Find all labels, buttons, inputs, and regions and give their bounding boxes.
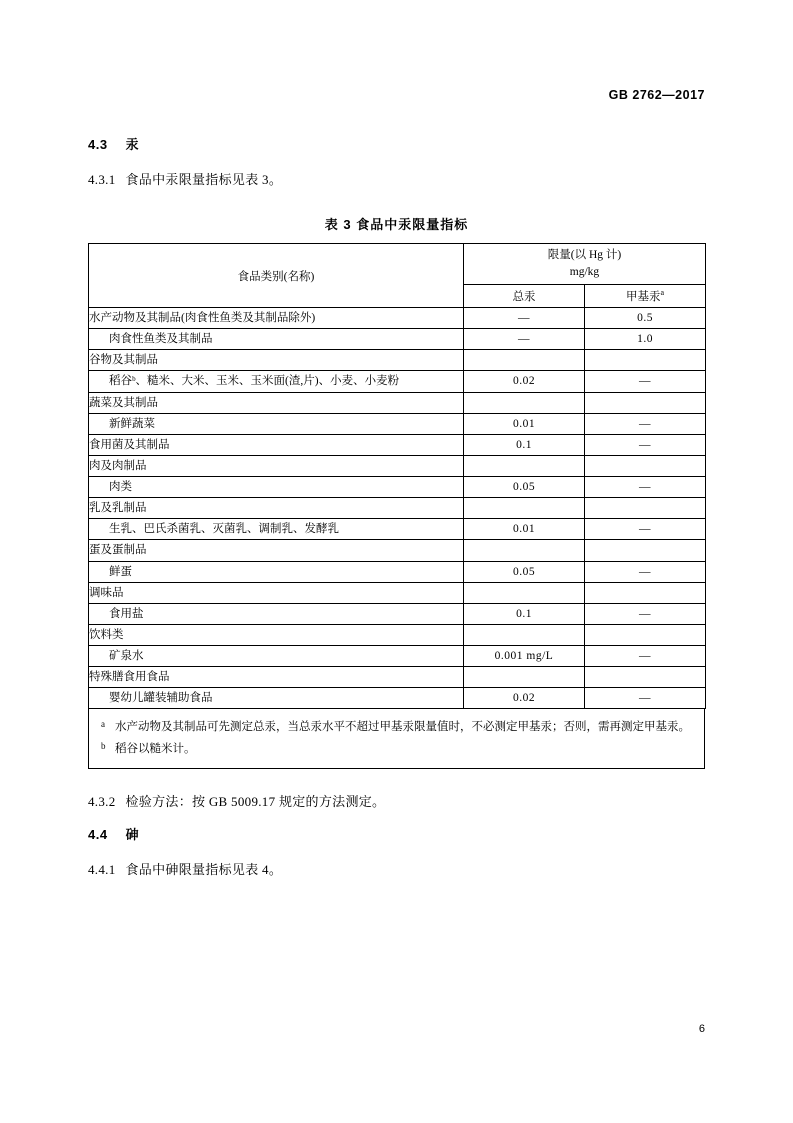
cell-total: 0.01 <box>464 519 585 540</box>
cell-category: 谷物及其制品 <box>89 350 464 371</box>
cell-total <box>464 392 585 413</box>
clause-4-4-number: 4.4 <box>88 826 108 842</box>
cell-methyl <box>585 498 706 519</box>
cell-methyl: — <box>585 561 706 582</box>
clause-4-3-heading <box>88 134 705 153</box>
cell-methyl <box>585 350 706 371</box>
table-row <box>89 498 706 519</box>
clause-4-3-2-paragraph <box>88 791 705 810</box>
clause-4-3-1-text: 食品中汞限量指标见表 3。 <box>125 172 283 187</box>
cell-total <box>464 455 585 476</box>
cell-total: 0.05 <box>464 477 585 498</box>
footnote-ref-a: a <box>660 288 665 298</box>
cell-category: 生乳、巴氏杀菌乳、灭菌乳、调制乳、发酵乳 <box>89 519 464 540</box>
clause-4-4-heading <box>88 824 705 843</box>
page-number: 6 <box>698 1023 705 1035</box>
cell-total: 0.001 mg/L <box>464 646 585 667</box>
cell-methyl <box>585 455 706 476</box>
footnote-b-text: 稻谷以糙米计。 <box>115 742 196 755</box>
footnote-a-mark: a <box>101 719 105 730</box>
cell-methyl: — <box>585 646 706 667</box>
clause-4-3-2-number: 4.3.2 <box>88 793 116 809</box>
cell-total: — <box>464 329 585 350</box>
cell-category: 矿泉水 <box>89 646 464 667</box>
clause-4-3-1-number: 4.3.1 <box>88 172 116 187</box>
cell-methyl: — <box>585 603 706 624</box>
cell-total: 0.01 <box>464 413 585 434</box>
table-row <box>89 519 706 540</box>
cell-methyl <box>585 540 706 561</box>
table-row <box>89 646 706 667</box>
clause-4-3-number: 4.3 <box>88 137 108 152</box>
cell-methyl: 1.0 <box>585 329 706 350</box>
table-row <box>89 561 706 582</box>
table-body <box>89 308 706 709</box>
cell-methyl: — <box>585 519 706 540</box>
standard-number: GB 2762—2017 <box>608 88 705 102</box>
cell-total: — <box>464 308 585 329</box>
cell-methyl <box>585 392 706 413</box>
table-row <box>89 455 706 476</box>
table-row <box>89 392 706 413</box>
cell-methyl: — <box>585 477 706 498</box>
table-row <box>89 434 706 455</box>
cell-methyl: — <box>585 434 706 455</box>
table-row <box>89 667 706 688</box>
cell-total <box>464 624 585 645</box>
table-3-title: 表 3 食品中汞限量指标 <box>324 217 469 232</box>
page-content <box>88 120 705 878</box>
table-row <box>89 413 706 434</box>
cell-total: 0.1 <box>464 434 585 455</box>
table-row <box>89 582 706 603</box>
cell-total: 0.1 <box>464 603 585 624</box>
cell-methyl: — <box>585 413 706 434</box>
clause-4-3-title: 汞 <box>125 137 140 152</box>
header-limit-group <box>464 244 706 285</box>
cell-category: 乳及乳制品 <box>89 498 464 519</box>
cell-category: 食用盐 <box>89 603 464 624</box>
page-header <box>609 88 705 102</box>
cell-methyl <box>585 624 706 645</box>
header-food-category: 食品类别(名称) <box>89 244 464 308</box>
footnote-b <box>101 739 692 760</box>
cell-category: 肉及肉制品 <box>89 455 464 476</box>
table-row <box>89 624 706 645</box>
cell-category: 特殊膳食用食品 <box>89 667 464 688</box>
clause-4-4-1-paragraph <box>88 859 705 878</box>
cell-category: 食用菌及其制品 <box>89 434 464 455</box>
cell-total <box>464 540 585 561</box>
header-limit-unit: mg/kg <box>569 266 600 278</box>
table-3-mercury-limits <box>88 243 706 709</box>
header-limit-main: 限量(以 Hg 计) <box>547 248 622 261</box>
table-row <box>89 688 706 709</box>
cell-category: 鲜蛋 <box>89 561 464 582</box>
clause-4-4-1-number: 4.4.1 <box>88 861 116 877</box>
cell-total: 0.02 <box>464 371 585 392</box>
table-3-footnotes <box>88 709 705 769</box>
table-row <box>89 329 706 350</box>
cell-category: 蔬菜及其制品 <box>89 392 464 413</box>
cell-methyl <box>585 582 706 603</box>
clause-4-3-1-paragraph <box>88 169 705 188</box>
cell-category: 饮料类 <box>89 624 464 645</box>
cell-category: 稻谷ᵇ、糙米、大米、玉米、玉米面(渣,片)、小麦、小麦粉 <box>89 371 464 392</box>
clause-4-4-title: 砷 <box>125 826 140 842</box>
footnote-b-mark: b <box>101 740 106 751</box>
footnote-a-text: 水产动物及其制品可先测定总汞，当总汞水平不超过甲基汞限量值时，不必测定甲基汞；否则，需再测定甲基汞。 <box>115 721 690 734</box>
table-row <box>89 540 706 561</box>
clause-4-3-2-text: 检验方法：按 GB 5009.17 规定的方法测定。 <box>125 793 386 809</box>
cell-total <box>464 667 585 688</box>
cell-total: 0.05 <box>464 561 585 582</box>
cell-category: 调味品 <box>89 582 464 603</box>
cell-methyl: — <box>585 371 706 392</box>
table-row <box>89 308 706 329</box>
header-methyl-mercury: 甲基汞$^a$ <box>585 285 706 308</box>
table-row <box>89 603 706 624</box>
table-header-row-1 <box>89 244 706 285</box>
cell-category: 蛋及蛋制品 <box>89 540 464 561</box>
cell-methyl <box>585 667 706 688</box>
header-total-mercury: 总汞 <box>464 285 585 308</box>
cell-category: 肉类 <box>89 477 464 498</box>
footnote-a <box>101 717 692 738</box>
cell-total <box>464 498 585 519</box>
cell-category: 新鲜蔬菜 <box>89 413 464 434</box>
cell-methyl: 0.5 <box>585 308 706 329</box>
table-row <box>89 350 706 371</box>
clause-4-4-1-text: 食品中砷限量指标见表 4。 <box>125 861 283 877</box>
cell-total: 0.02 <box>464 688 585 709</box>
cell-category: 肉食性鱼类及其制品 <box>89 329 464 350</box>
cell-total <box>464 350 585 371</box>
cell-category: 婴幼儿罐装辅助食品 <box>89 688 464 709</box>
table-row <box>89 477 706 498</box>
cell-category: 水产动物及其制品(肉食性鱼类及其制品除外) <box>89 308 464 329</box>
cell-methyl: — <box>585 688 706 709</box>
table-row <box>89 371 706 392</box>
cell-total <box>464 582 585 603</box>
